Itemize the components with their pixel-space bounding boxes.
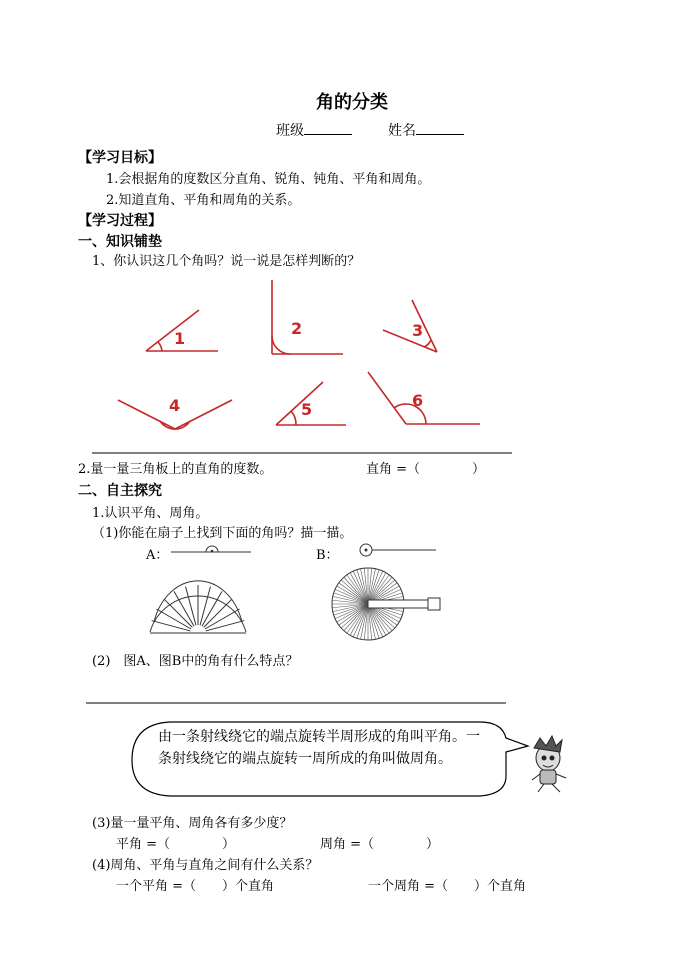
figure-b-label: B：	[316, 548, 339, 563]
section2-question-1-1: （1)你能在扇子上找到下面的角吗？描一描。	[92, 526, 353, 541]
figure-a-label: A：	[146, 548, 169, 563]
process-heading: 【学习过程】	[78, 213, 162, 229]
cartoon-character	[532, 736, 566, 792]
flat-angle-relation[interactable]: 一个平角 =（ ）个直角	[116, 879, 275, 894]
section2-question-1-4: (4)周角、平角与直角之间有什么关系？	[92, 858, 319, 873]
goals-heading: 【学习目标】	[78, 150, 162, 166]
name-label: 姓名	[388, 123, 416, 139]
full-angle-answer[interactable]: 周角 =（ ）	[320, 837, 440, 852]
section1-question-1: 1、你认识这几个角吗？说一说是怎样判断的？	[92, 254, 361, 269]
full-angle-relation[interactable]: 一个周角 =（ ）个直角	[368, 879, 527, 894]
angle-label-1: 1	[174, 329, 186, 348]
section2-question-1-2: (2) 图A、图B中的角有什么特点？	[92, 654, 299, 669]
angle-label-5: 5	[301, 400, 313, 419]
goal-item: 1.会根据角的度数区分直角、锐角、钝角、平角和周角。	[106, 172, 431, 187]
section2-question-1-3: (3)量一量平角、周角各有多少度？	[92, 816, 293, 831]
class-label: 班级	[276, 123, 304, 139]
angle-label-2: 2	[291, 319, 303, 338]
section1-heading: 一、知识铺垫	[78, 234, 162, 250]
section1-question-2: 2.量一量三角板上的直角的度数。	[78, 462, 273, 477]
section2-heading: 二、自主探究	[78, 483, 162, 499]
page-title: 角的分类	[316, 92, 388, 113]
goal-item: 2.知道直角、平角和周角的关系。	[106, 193, 301, 208]
definition-text: 由一条射线绕它的端点旋转半周形成的角叫平角。一条射线绕它的端点旋转一周所成的角叫做周角。	[158, 729, 480, 767]
angle-label-6: 6	[412, 391, 424, 410]
flat-angle-answer[interactable]: 平角 =（ ）	[116, 837, 236, 852]
section2-question-1: 1.认识平角、周角。	[92, 506, 209, 521]
angle-label-3: 3	[412, 321, 424, 340]
angle-label-4: 4	[169, 396, 181, 415]
right-angle-answer[interactable]: 直角 =（ ）	[366, 462, 486, 477]
